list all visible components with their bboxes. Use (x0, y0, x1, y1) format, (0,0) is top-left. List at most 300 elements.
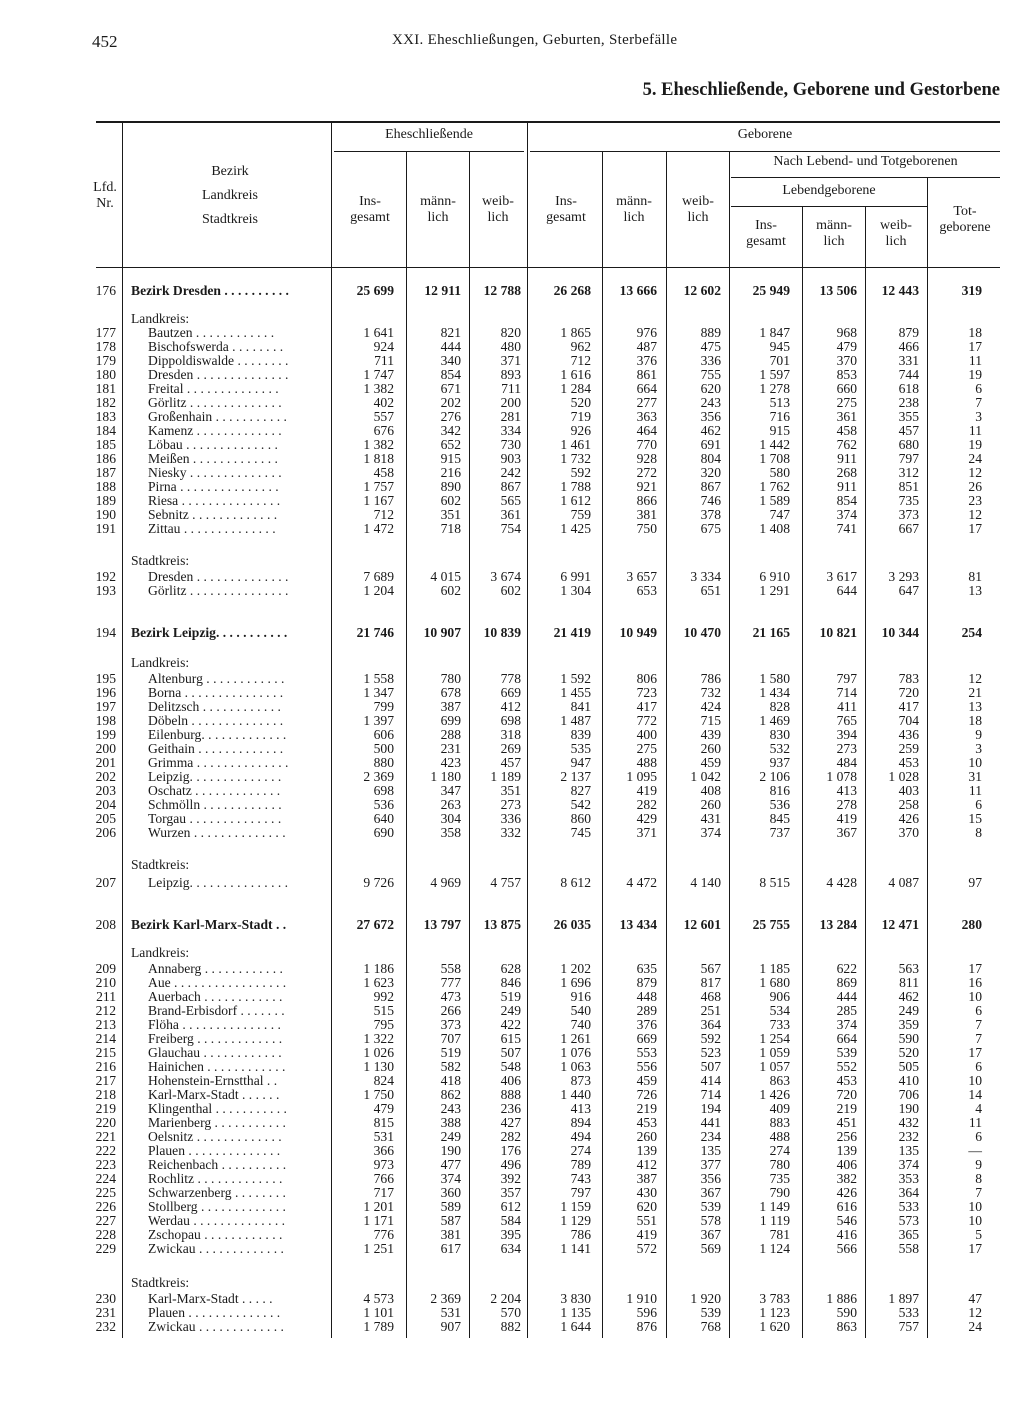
cell-l-insgesamt: 1 124 (759, 1241, 790, 1256)
cell-g-weiblich: 431 (700, 811, 721, 826)
cell-totgeborene: 24 (968, 1319, 982, 1334)
row-name: Flöha . . . . . . . . . . . . . . . (148, 1018, 281, 1032)
table-row (0, 1046, 1024, 1060)
row-name: Görlitz . . . . . . . . . . . . . . . (148, 584, 289, 598)
row-name: Hainichen . . . . . . . . . . . . (148, 1060, 286, 1074)
cell-g-weiblich: 714 (700, 1087, 721, 1102)
cell-l-weiblich: 426 (898, 811, 919, 826)
cell-e-weiblich: 13 875 (483, 917, 521, 932)
table-row (0, 1088, 1024, 1102)
cell-l-weiblich: 355 (898, 409, 919, 424)
cell-e-insgesamt: 366 (373, 1143, 394, 1158)
cell-g-maennlich: 381 (636, 507, 657, 522)
cell-e-insgesamt: 924 (373, 339, 394, 354)
row-name: Altenburg . . . . . . . . . . . . (148, 672, 285, 686)
cell-e-maennlich: 276 (440, 409, 461, 424)
table-row (0, 584, 1024, 598)
cell-l-maennlich: 411 (837, 699, 857, 714)
cell-l-insgesamt: 580 (769, 465, 790, 480)
cell-l-maennlich: 416 (836, 1227, 857, 1242)
cell-e-maennlich: 587 (440, 1213, 461, 1228)
cell-g-insgesamt: 1 696 (560, 975, 591, 990)
cell-g-maennlich: 282 (636, 797, 657, 812)
table-row (0, 466, 1024, 480)
cell-g-maennlich: 376 (636, 353, 657, 368)
cell-l-maennlich: 714 (836, 685, 857, 700)
cell-e-maennlich: 519 (440, 1045, 461, 1060)
cell-l-insgesamt: 780 (769, 1157, 790, 1172)
row-name: Zittau . . . . . . . . . . . . . . (148, 522, 276, 536)
cell-g-insgesamt: 6 991 (560, 569, 591, 584)
cell-g-insgesamt: 26 268 (553, 283, 591, 298)
cell-e-insgesamt: 25 699 (356, 283, 394, 298)
table-row (0, 1292, 1024, 1306)
cell-g-maennlich: 459 (636, 1073, 657, 1088)
cell-e-insgesamt: 1 818 (363, 451, 394, 466)
table-row (0, 382, 1024, 396)
cell-g-insgesamt: 759 (570, 507, 591, 522)
cell-e-maennlich: 351 (440, 507, 461, 522)
cell-g-insgesamt: 926 (570, 423, 591, 438)
cell-g-maennlich: 139 (636, 1143, 657, 1158)
cell-g-weiblich: 441 (700, 1115, 721, 1130)
cell-totgeborene: 19 (968, 437, 982, 452)
cell-l-weiblich: 364 (898, 1185, 919, 1200)
cell-e-weiblich: 496 (500, 1157, 521, 1172)
cell-e-weiblich: 888 (500, 1087, 521, 1102)
row-name: Meißen . . . . . . . . . . . . . (148, 452, 278, 466)
cell-e-weiblich: 236 (500, 1101, 521, 1116)
row-number: 204 (95, 797, 116, 812)
cell-g-maennlich: 976 (636, 325, 657, 340)
row-number: 215 (95, 1045, 116, 1060)
table-row (0, 508, 1024, 522)
cell-l-insgesamt: 274 (769, 1143, 790, 1158)
cell-g-insgesamt: 274 (570, 1143, 591, 1158)
cell-e-maennlich: 388 (440, 1115, 461, 1130)
cell-g-insgesamt: 743 (570, 1171, 591, 1186)
cell-totgeborene: 12 (968, 507, 982, 522)
cell-e-insgesamt: 1 641 (363, 325, 394, 340)
cell-l-maennlich: 370 (836, 353, 857, 368)
table-row (0, 1214, 1024, 1228)
cell-l-weiblich: 757 (898, 1319, 919, 1334)
cell-l-maennlich: 616 (836, 1199, 857, 1214)
cell-g-maennlich: 806 (636, 671, 657, 686)
row-number: 194 (95, 625, 116, 640)
cell-e-insgesamt: 676 (373, 423, 394, 438)
cell-g-maennlich: 596 (636, 1305, 657, 1320)
cell-e-insgesamt: 1 101 (363, 1305, 394, 1320)
row-name: Pirna . . . . . . . . . . . . . . . (148, 480, 279, 494)
cell-g-maennlich: 921 (636, 479, 657, 494)
table-row (0, 798, 1024, 812)
cell-g-weiblich: 507 (700, 1059, 721, 1074)
cell-e-maennlich: 707 (440, 1031, 461, 1046)
section-label: Landkreis: (131, 656, 190, 670)
bezirk-total-row (0, 918, 1024, 932)
cell-g-insgesamt: 520 (570, 395, 591, 410)
cell-l-weiblich: 706 (898, 1087, 919, 1102)
cell-g-maennlich: 750 (636, 521, 657, 536)
bezirk-total-row (0, 284, 1024, 298)
cell-l-weiblich: 533 (898, 1199, 919, 1214)
row-number: 208 (95, 917, 116, 932)
cell-l-insgesamt: 25 949 (752, 283, 790, 298)
cell-g-weiblich: 889 (700, 325, 721, 340)
cell-g-maennlich: 664 (636, 381, 657, 396)
cell-l-maennlich: 479 (836, 339, 857, 354)
cell-g-insgesamt: 413 (570, 1101, 591, 1116)
cell-l-maennlich: 854 (836, 493, 857, 508)
cell-l-insgesamt: 1 762 (759, 479, 790, 494)
cell-e-maennlich: 360 (440, 1185, 461, 1200)
table-row (0, 728, 1024, 742)
header-eheschliessende: Eheschließende (385, 127, 473, 142)
cell-g-insgesamt: 740 (570, 1017, 591, 1032)
cell-e-maennlich: 418 (440, 1073, 461, 1088)
row-name: Sebnitz . . . . . . . . . . . . . (148, 508, 278, 522)
cell-g-insgesamt: 2 137 (560, 769, 591, 784)
cell-l-insgesamt: 536 (769, 797, 790, 812)
cell-e-insgesamt: 1 251 (363, 1241, 394, 1256)
cell-totgeborene: 9 (975, 1157, 982, 1172)
table-row (0, 452, 1024, 466)
section-label: Landkreis: (131, 312, 190, 326)
cell-e-maennlich: 477 (440, 1157, 461, 1172)
cell-l-weiblich: 811 (899, 975, 919, 990)
cell-e-weiblich: 282 (500, 1129, 521, 1144)
cell-g-maennlich: 635 (636, 961, 657, 976)
row-name: Klingenthal . . . . . . . . . . . (148, 1102, 287, 1116)
cell-l-weiblich: 359 (898, 1017, 919, 1032)
cell-l-weiblich: 410 (898, 1073, 919, 1088)
cell-e-maennlich: 10 907 (423, 625, 461, 640)
row-name: Bezirk Leipzig. . . . . . . . . . . (131, 626, 288, 640)
cell-g-weiblich: 592 (700, 1031, 721, 1046)
cell-g-maennlich: 553 (636, 1045, 657, 1060)
cell-l-weiblich: 505 (898, 1059, 919, 1074)
table-row (0, 1228, 1024, 1242)
cell-l-insgesamt: 883 (769, 1115, 790, 1130)
cell-g-maennlich: 876 (636, 1319, 657, 1334)
table-row (0, 438, 1024, 452)
cell-g-maennlich: 219 (636, 1101, 657, 1116)
row-number: 210 (95, 975, 116, 990)
cell-e-insgesamt: 795 (373, 1017, 394, 1032)
table-row (0, 1242, 1024, 1256)
cell-g-insgesamt: 535 (570, 741, 591, 756)
cell-l-maennlich: 720 (836, 1087, 857, 1102)
cell-g-weiblich: 475 (700, 339, 721, 354)
cell-g-maennlich: 412 (636, 1157, 657, 1172)
cell-e-maennlich: 342 (440, 423, 461, 438)
cell-totgeborene: 19 (968, 367, 982, 382)
section-label: Stadtkreis: (131, 1276, 190, 1290)
cell-e-weiblich: 422 (500, 1017, 521, 1032)
cell-e-insgesamt: 2 369 (363, 769, 394, 784)
table-row (0, 1018, 1024, 1032)
cell-g-weiblich: 424 (700, 699, 721, 714)
cell-g-weiblich: 135 (700, 1143, 721, 1158)
row-name: Plauen . . . . . . . . . . . . . . (148, 1144, 281, 1158)
cell-l-weiblich: 563 (898, 961, 919, 976)
cell-g-maennlich: 419 (636, 783, 657, 798)
cell-l-insgesamt: 2 106 (759, 769, 790, 784)
row-number: 183 (95, 409, 116, 424)
cell-e-maennlich: 558 (440, 961, 461, 976)
cell-l-weiblich: 704 (898, 713, 919, 728)
cell-l-weiblich: 744 (898, 367, 919, 382)
cell-g-insgesamt: 745 (570, 825, 591, 840)
header-l-weiblich: weib- lich (880, 218, 912, 249)
cell-e-insgesamt: 21 746 (356, 625, 394, 640)
cell-g-insgesamt: 1 159 (560, 1199, 591, 1214)
cell-g-insgesamt: 962 (570, 339, 591, 354)
cell-e-weiblich: 584 (500, 1213, 521, 1228)
row-name: Zwickau . . . . . . . . . . . . . (148, 1320, 284, 1334)
cell-totgeborene: 7 (975, 395, 982, 410)
row-number: 231 (95, 1305, 116, 1320)
cell-l-weiblich: 365 (898, 1227, 919, 1242)
table-row (0, 700, 1024, 714)
section-label-row (0, 946, 1024, 960)
cell-e-weiblich: 882 (500, 1319, 521, 1334)
cell-e-maennlich: 266 (440, 1003, 461, 1018)
cell-e-insgesamt: 531 (373, 1129, 394, 1144)
cell-l-insgesamt: 733 (769, 1017, 790, 1032)
cell-l-maennlich: 741 (836, 521, 857, 536)
cell-g-weiblich: 320 (700, 465, 721, 480)
cell-totgeborene: 12 (968, 671, 982, 686)
cell-g-insgesamt: 1 732 (560, 451, 591, 466)
cell-l-insgesamt: 1 469 (759, 713, 790, 728)
cell-e-maennlich: 678 (440, 685, 461, 700)
cell-l-maennlich: 765 (836, 713, 857, 728)
cell-l-maennlich: 660 (836, 381, 857, 396)
cell-l-weiblich: 432 (898, 1115, 919, 1130)
cell-e-maennlich: 387 (440, 699, 461, 714)
cell-e-maennlich: 288 (440, 727, 461, 742)
cell-l-maennlich: 911 (837, 451, 857, 466)
cell-totgeborene: 12 (968, 465, 982, 480)
cell-g-maennlich: 879 (636, 975, 657, 990)
row-name: Aue . . . . . . . . . . . . . . . . . (148, 976, 287, 990)
cell-totgeborene: 10 (968, 1213, 982, 1228)
cell-totgeborene: 6 (975, 1129, 982, 1144)
cell-l-weiblich: 783 (898, 671, 919, 686)
cell-e-weiblich: 351 (500, 783, 521, 798)
row-name: Glauchau . . . . . . . . . . . . (148, 1046, 282, 1060)
cell-e-maennlich: 890 (440, 479, 461, 494)
row-number: 178 (95, 339, 116, 354)
cell-l-insgesamt: 790 (769, 1185, 790, 1200)
table-row (0, 770, 1024, 784)
cell-g-maennlich: 10 949 (619, 625, 657, 640)
cell-e-maennlich: 373 (440, 1017, 461, 1032)
cell-e-insgesamt: 1 397 (363, 713, 394, 728)
header-g-insgesamt: Ins- gesamt (546, 194, 586, 225)
row-name: Großenhain . . . . . . . . . . . (148, 410, 287, 424)
row-name: Rochlitz . . . . . . . . . . . . . (148, 1172, 283, 1186)
row-name: Annaberg . . . . . . . . . . . . (148, 962, 283, 976)
cell-e-weiblich: 754 (500, 521, 521, 536)
cell-l-maennlich: 394 (836, 727, 857, 742)
cell-g-insgesamt: 1 440 (560, 1087, 591, 1102)
cell-l-maennlich: 762 (836, 437, 857, 452)
cell-totgeborene: 16 (968, 975, 982, 990)
cell-l-weiblich: 618 (898, 381, 919, 396)
row-number: 229 (95, 1241, 116, 1256)
cell-e-maennlich: 340 (440, 353, 461, 368)
table-row (0, 522, 1024, 536)
cell-e-insgesamt: 606 (373, 727, 394, 742)
table-row (0, 424, 1024, 438)
cell-g-weiblich: 12 601 (683, 917, 721, 932)
row-name: Riesa . . . . . . . . . . . . . . . (148, 494, 281, 508)
cell-g-weiblich: 691 (700, 437, 721, 452)
cell-e-weiblich: 273 (500, 797, 521, 812)
cell-g-maennlich: 430 (636, 1185, 657, 1200)
cell-e-weiblich: 548 (500, 1059, 521, 1074)
header-bezirk: Bezirk (211, 164, 249, 179)
cell-e-maennlich: 381 (440, 1227, 461, 1242)
row-number: 199 (95, 727, 116, 742)
section-label: Stadtkreis: (131, 858, 190, 872)
cell-l-maennlich: 361 (836, 409, 857, 424)
cell-l-insgesamt: 737 (769, 825, 790, 840)
header-l-maennlich: männ- lich (816, 218, 852, 249)
cell-l-insgesamt: 915 (769, 423, 790, 438)
cell-g-maennlich: 928 (636, 451, 657, 466)
cell-l-maennlich: 406 (836, 1157, 857, 1172)
cell-e-weiblich: 519 (500, 989, 521, 1004)
cell-e-maennlich: 671 (440, 381, 461, 396)
table-row (0, 340, 1024, 354)
cell-l-insgesamt: 1 426 (759, 1087, 790, 1102)
cell-totgeborene: 17 (968, 521, 982, 536)
cell-e-insgesamt: 1 186 (363, 961, 394, 976)
table-row (0, 354, 1024, 368)
row-number: 201 (95, 755, 116, 770)
cell-l-maennlich: 484 (836, 755, 857, 770)
cell-l-weiblich: 573 (898, 1213, 919, 1228)
table-row (0, 962, 1024, 976)
header-stadtkreis: Stadtkreis (202, 212, 258, 227)
row-name: Karl-Marx-Stadt . . . . . . (148, 1088, 280, 1102)
section-label-row (0, 1276, 1024, 1290)
cell-g-weiblich: 356 (700, 1171, 721, 1186)
row-name: Görlitz . . . . . . . . . . . . . . (148, 396, 282, 410)
table-row (0, 742, 1024, 756)
row-number: 203 (95, 783, 116, 798)
header-e-maennlich: männ- lich (420, 194, 456, 225)
cell-totgeborene: 254 (961, 625, 982, 640)
cell-l-maennlich: 426 (836, 1185, 857, 1200)
cell-totgeborene: 4 (975, 1101, 982, 1116)
cell-l-insgesamt: 1 434 (759, 685, 790, 700)
cell-l-weiblich: 312 (898, 465, 919, 480)
cell-l-insgesamt: 816 (769, 783, 790, 798)
cell-g-maennlich: 400 (636, 727, 657, 742)
row-name: Reichenbach . . . . . . . . . . (148, 1158, 287, 1172)
cell-e-insgesamt: 880 (373, 755, 394, 770)
cell-l-maennlich: 367 (836, 825, 857, 840)
cell-g-insgesamt: 916 (570, 989, 591, 1004)
cell-e-maennlich: 263 (440, 797, 461, 812)
cell-l-maennlich: 552 (836, 1059, 857, 1074)
cell-e-weiblich: 406 (500, 1073, 521, 1088)
cell-l-insgesamt: 1 442 (759, 437, 790, 452)
cell-g-insgesamt: 841 (570, 699, 591, 714)
cell-l-maennlich: 285 (836, 1003, 857, 1018)
cell-e-maennlich: 4 969 (430, 875, 461, 890)
cell-g-weiblich: 539 (700, 1199, 721, 1214)
cell-g-insgesamt: 1 141 (560, 1241, 591, 1256)
cell-l-insgesamt: 1 119 (759, 1213, 790, 1228)
cell-l-weiblich: 4 087 (888, 875, 919, 890)
cell-g-weiblich: 567 (700, 961, 721, 976)
table-row (0, 812, 1024, 826)
row-name: Delitzsch . . . . . . . . . . . . (148, 700, 281, 714)
row-number: 213 (95, 1017, 116, 1032)
cell-e-maennlich: 374 (440, 1171, 461, 1186)
cell-g-insgesamt: 1 455 (560, 685, 591, 700)
cell-g-weiblich: 336 (700, 353, 721, 368)
row-number: 192 (95, 569, 116, 584)
cell-g-insgesamt: 1 261 (560, 1031, 591, 1046)
cell-totgeborene: 7 (975, 1185, 982, 1200)
cell-g-insgesamt: 947 (570, 755, 591, 770)
header-g-weiblich: weib- lich (682, 194, 714, 225)
cell-g-weiblich: 675 (700, 521, 721, 536)
row-number: 187 (95, 465, 116, 480)
cell-l-insgesamt: 716 (769, 409, 790, 424)
top-rule (96, 121, 1000, 123)
cell-l-weiblich: 558 (898, 1241, 919, 1256)
cell-e-insgesamt: 1 623 (363, 975, 394, 990)
cell-l-insgesamt: 863 (769, 1073, 790, 1088)
cell-l-maennlich: 797 (836, 671, 857, 686)
cell-e-insgesamt: 640 (373, 811, 394, 826)
cell-totgeborene: 5 (975, 1227, 982, 1242)
cell-e-maennlich: 202 (440, 395, 461, 410)
row-number: 218 (95, 1087, 116, 1102)
cell-e-weiblich: 332 (500, 825, 521, 840)
cell-totgeborene: 26 (968, 479, 982, 494)
cell-g-maennlich: 419 (636, 1227, 657, 1242)
cell-g-insgesamt: 1 063 (560, 1059, 591, 1074)
cell-l-weiblich: 374 (898, 1157, 919, 1172)
row-number: 191 (95, 521, 116, 536)
cell-e-weiblich: 698 (500, 713, 521, 728)
cell-l-weiblich: 258 (898, 797, 919, 812)
cell-l-maennlich: 139 (836, 1143, 857, 1158)
cell-l-insgesamt: 1 291 (759, 583, 790, 598)
row-name: Auerbach . . . . . . . . . . . . (148, 990, 283, 1004)
row-name: Karl-Marx-Stadt . . . . . (148, 1292, 273, 1306)
cell-e-maennlich: 4 015 (430, 569, 461, 584)
row-name: Leipzig. . . . . . . . . . . . . . . (148, 876, 289, 890)
row-name: Dresden . . . . . . . . . . . . . . (148, 368, 289, 382)
cell-e-maennlich: 423 (440, 755, 461, 770)
row-name: Bezirk Karl-Marx-Stadt . . (131, 918, 287, 932)
cell-l-insgesamt: 781 (769, 1227, 790, 1242)
table-row (0, 410, 1024, 424)
cell-l-weiblich: 647 (898, 583, 919, 598)
cell-totgeborene: 10 (968, 989, 982, 1004)
cell-l-maennlich: 664 (836, 1031, 857, 1046)
